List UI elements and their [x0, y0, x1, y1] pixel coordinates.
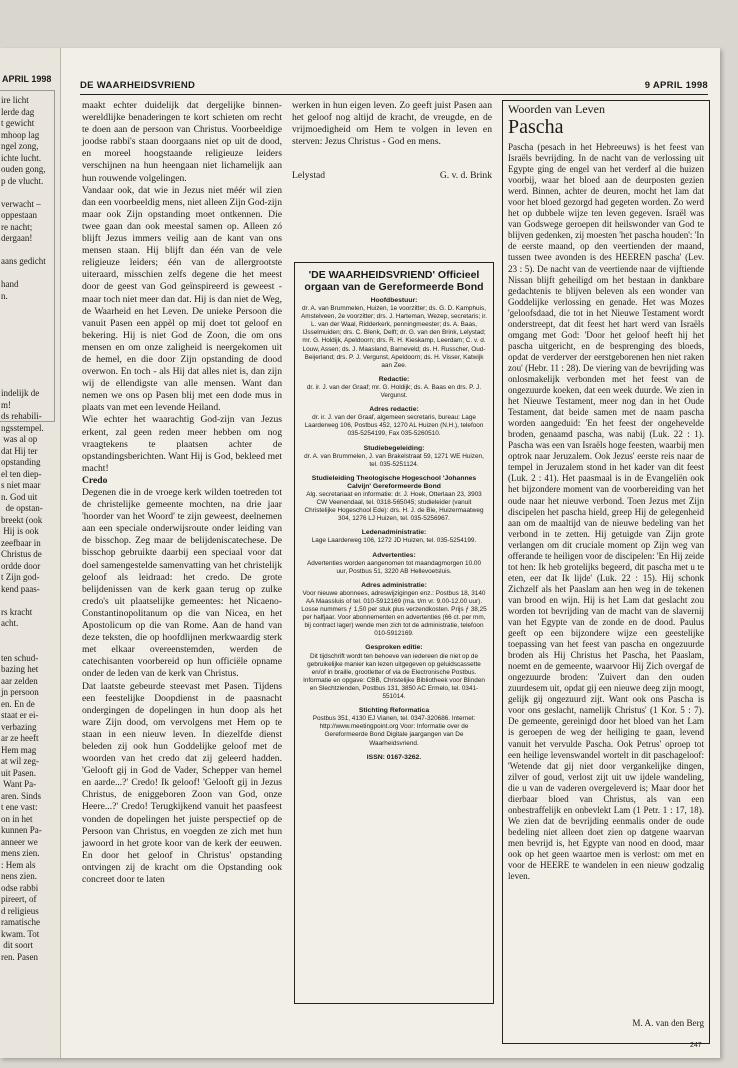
colophon-section-heading: Hoofdbestuur: [370, 297, 418, 304]
colophon-section-body: Dit tijdschrift wordt ten behoeve van iedereen die niet op de gebruikelijke manier kan lezen uitgegeven op geluidscassette en/of in braille, grootletter of via de Electronische Postbus. Informatie en opgave: CBB, Christelijke Bibliotheek voor Blinden en Slechtzienden, Postbus 131, 3850 AC Ermelo, tel. 0341-551014. [303, 652, 485, 701]
colophon-section [301, 582, 487, 639]
colophon-section-heading: Redactie: [378, 375, 410, 383]
colophon-section-body: Advertenties worden aangenomen tot maandagmorgen 10.00 uur, Postbus 51, 3220 AB Hellevoetsluis. [306, 559, 482, 575]
paragraph: Dat laatste gebeurde steevast met Pasen. Tijdens een feestelijke Doopdienst in de paasnacht ondergingen de dopelingen in hun doop als het ware Zijn dood, om vervolgens met Hem op te staan in een nieuw leven. In diezelfde dienst beleden zij ook hun Goddelijke geloof met de woorden van het credo dat zij geleerd hadden. 'Gelooft gij in God de Vader, Schepper van hemel en aarde...?' Credo! Ik geloof! 'Gelooft gij in Jezus Christus, de eniggeboren Zoon van God, onze Heere...?' Credo! Terugkijkend vanuit het paasfeest vonden de dopelingen het juiste perspectief op de Persoon van Christus, en voegden ze zich met hun jawoord in het grote koor van de kerk der eeuwen. En door het geloof in Christus' opstanding ontvingen zij de kracht om die Opstanding ook concreet door te laten [82, 680, 282, 885]
meditation-author: M. A. van den Berg [632, 1018, 704, 1028]
colophon-section-body: Postbus 351, 4130 EJ Vianen, tel. 0347-320686. Internet: http://www.meetingpoint.org Voor: Informatie over de Gereformeerde Bond Digitale jaargangen van De Waarheidsvriend. [312, 715, 476, 747]
previous-page-edge [0, 48, 61, 1058]
colophon-section-heading: Ledenadministratie: [361, 529, 427, 537]
signature-author: G. v. d. Brink [439, 170, 492, 181]
colophon-section-body: Voor nieuwe abonnees, adreswijzigingen enz.: Postbus 18, 3140 AA Maassluis of tel. 010-5912169 (ma. t/m vr. 9.00-12.00 uur). Losse nummers ƒ 1,50 per stuk plus verzendkosten. Prijs ƒ 38,25 per halfjaar. Voor abonnementen en advertenties (66 ct. per mm, bij contract lager) wende men zich tot de administratie, telefoon 010-5912169. [301, 589, 487, 638]
colophon-section-heading: Adres administratie: [361, 581, 427, 589]
signature-place: Lelystad [292, 170, 326, 181]
colophon-section-heading: Studieleiding Theologische Hogeschool 'Johannes Calvijn' Gereformeerde Bond [311, 474, 477, 490]
colophon-section-heading: ISSN: 0167-3262. [366, 753, 422, 761]
section-heading: Credo [82, 474, 108, 486]
publication-name: DE WAARHEIDSVRIEND [80, 80, 196, 91]
page-header [80, 78, 708, 95]
meditation-kicker: Woorden van Leven [508, 102, 605, 116]
colophon-section [301, 644, 487, 701]
previous-page-text: indelijk de m! ds rehabili- ngsstempel. was al op dat Hij ter opstanding el ten diep- s niet maar n. God uit de opstan- breekt (ook Hij is ook zeefbaar in Christus de ordde door t Zijn god- kend paas- rs kracht acht. ten schud- bazing het aar zelden jn persoon en. En de staat er ei- verbazing ar ze heeft Hem mag at wil zeg- uit Pasen. Want Pa- aren. Sinds t ene vast: on in het kunnen Pa- anneer we mens zien. : Hem als nens zien. odse rabbi pireert, of d religieus ramatische kwam. Tot dit soort ren. Pasen [1, 388, 44, 962]
colophon-section [301, 406, 487, 438]
colophon-section [301, 475, 487, 524]
colophon-section [301, 707, 487, 747]
colophon-section-body: Alg. secretariaat en informatie: dr. J. Hoek, Otterlaan 23, 3903 CW Veenendaal, tel. 0318-565045; studieleider (vanuit Christelijke Hogeschool Ede): drs. H. J. de Bie, Huizermaatweg 304, 1276 LJ Huizen, tel. 035-5256967. [304, 490, 484, 523]
paragraph: Wie echter het waarachtig God-zijn van Jezus erkent, zal geen reden meer hebben om nog vraagtekens te plaatsen achter de opstandingsberichten. Want Hij is God, bekleed met macht! [82, 414, 282, 474]
colophon-section [301, 552, 487, 576]
previous-page-poem: ire licht lerde dag t gewicht mhoop lag ngel zong, ichte lucht. ouden gong, p de vlucht. verwacht – oppestaan re nacht; dergaan! aans gedicht hand n. [1, 95, 46, 301]
colophon-section [301, 297, 487, 370]
colophon-section-body: dr. A. van Brummelen, J. van Brakelstraat 59, 1271 WE Huizen, tel. 035-5251124. [304, 452, 484, 468]
colophon-section-body: dr. ir. J. van der Graaf, algemeen secretaris, bureau: Lage Laarderweg 106, Postbus 452, 1270 AL Huizen (N.H.), telefoon 035-5254199, Fax 035-5260510. [304, 414, 484, 438]
colophon-section-heading: Gesproken editie: [365, 644, 423, 652]
colophon-section [301, 529, 487, 545]
previous-page-date: APRIL 1998 [2, 74, 52, 84]
paragraph: werken in hun eigen leven. Zo geeft juist Pasen aan het geloof nog altijd de kracht, de vreugde, en de vrijmoedigheid om Hem te volgen in leven en sterven: Jezus Christus - God en mens. [292, 100, 492, 148]
article-column-1 [82, 100, 282, 886]
colophon-section-heading: Adres redactie: [369, 406, 419, 414]
colophon-section [301, 376, 487, 400]
colophon-title: 'DE WAARHEIDSVRIEND' Officieel orgaan van de Gereformeerde Bond [304, 269, 484, 293]
paragraph: Vandaar ook, dat wie in Jezus niet méér wil zien dan een voorbeeldig mens, niet alleen Zijn God-zijn maar ook Zijn opstanding moet ontkennen. Die twee gaan dan ook meestal samen op. Alleen zó blijft Jezus immers veilig aan de kant van ons mensen staan. Hij blijft dan één van de vele religieuze leiders; één van de allergrootste uiteraard, misschien zelfs degene die het meest door de geest van God geïnspireerd is geweest - maar toch niet meer dan dat. Hij is dan niet de Weg, de Waarheid en het Leven. De unieke Persoon die vanuit Pasen een appèl op mij doet tot geloof en bekering. Hij is niet God de Zoon, die om ons mensen en om onze zaligheid is neergekomen uit de hemel, en die door Zijn opstanding de dood overwon. En toch - als Hij dat alles niet is, dan zijn wij de ellendigste van alle mensen. Want dan nemen we ons op Pasen blij met een dode mus in plaats van met een levende Heiland. [82, 184, 282, 414]
previous-page-poem-box [0, 90, 55, 422]
issue-date: 9 APRIL 1998 [644, 80, 708, 91]
meditation-body: Pascha (pesach in het Hebreeuws) is het feest van Israëls bevrijding. In de nacht van de verlossing uit Egypte ging de engel van het verderf al die huizen voorbij, waar het bloed aan de deurposten gezien werd. Binnen, achter de deuren, mocht het lam dat voor het bloed gezorgd had gegeten worden. Zo werd het op dubbele wijze ten leven gegeven. Israël was van Godswege geroepen dit heilswonder van God te blijven gedenken, zij moesten 'het pascha houden': 'In de eerste maand, op den veertienden der maand, tussen twee avonden is des HEEREN pascha' (Lev. 23 : 5). De nacht van de veertiende naar de vijftiende Nissan blijft geheiligd om het bestaan in dankbare gedachtenis te blijven beleven als een wonder van Goddelijke verlossing en genade. Het was Mozes 'geloofsdaad, die tot in het Nieuwe Testament wordt onderstreept, dat dit feest het hart werd van Israëls omgang met God: 'Door het geloof heeft hij het pascha uitgericht, en de besprenging des bloeds, opdat de verderver der eerstgeborenen hen niet raken zou' (Hebr. 11 : 28). De viering van de bevrijding was onlosmakelijk verbonden met het feest van de ongezuurde koeken, dat een week duurde. We zien in het Nieuwe Testament, meer nog dan in het Oude Testament, dat beide samen met de naam pascha worden aangeduid: 'En het feest der ongehevelde broden, genaamd pascha, was nabij (Luk. 22 : 1). Pascha was een van Israëls hoge feesten, waarbij men optrok naar Jeruzalem. Ook Jezus' eerste reis naar de tempel in Jeruzalem stond in het kader van dit feest (Luk. 2 : 41). Het paasmaal is in de Evangeliën ook het bijzondere moment van de voorbereiding van het oude naar het nieuwe verbond. Toen Jezus met Zijn discipelen het pascha hield, greep Hij de gelegenheid aan om de maaltijd van de nieuwe bedeling van het verbond in te zetten. Hij getuigde van Zijn grote verlangen om dit cruciale moment op Zijn weg van offerande te heiligen voor de discipelen: 'En Hij zeide tot hen: Ik heb grotelijks begeerd, dit pascha met u te eten, eer dat Ik lijde' (Luk. 22 : 15). Hij schonk Zichzelf als het Paaslam aan hen weg in de tekenen van brood en wijn. Hij is het Lam dat geslacht zou worden tot bevrijding van de macht van de slavernij van het Egypte van de zonde en de dood. Paulus geeft op een bijzondere wijze een geestelijke toepassing van het feest van pascha en ongezuurde broden als Hij Christus het Pascha, het Paaslam, noemt en de gemeente, waarvoor Hij Zich overgaf de ongezuurde broden: 'Zuivert dan den ouden zuurdesem uit, opdat gij een nieuwe deeg zijn moogt, gelijk gij ongezuurd zijt. Want ook ons Pascha is voor ons geslacht, namelijk Christus' (1 Kor. 5 : 7). De gemeente, gereinigd door het bloed van het Lam is geroepen de weg der heiliging te gaan, levend vanuit het vervulde Pascha. Ook Petrus' oproep tot een heilige levenswandel wortelt in dit paschageloof: 'Wetende dat gij niet door vergankelijke dingen, zilver of goud, verlost zijt uit uw ijdele wandeling, die u van de vaderen overgeleverd is; Maar door het dierbaar bloed van Christus, als van een onbestraffelijk en onbevlekt Lam (1 Petr. 1 : 17, 18). We zien dat de bevrijding eenmalis onder de oude bedeling niet alleen doet zien op datgene waarvan men bevrijd is, het Egypte van nood en dood, maar ook op het geen waartoe men is verlost: om met en voor de HEERE te wandelen in een nieuw godzalig leven. [508, 142, 704, 882]
colophon-section [301, 754, 487, 762]
meditation-title: Pascha [508, 116, 564, 138]
colophon-section-body: dr. ir. J. van der Graaf; mr. G. Holdijk; ds. A. Baas en drs. P. J. Vergunst. [306, 383, 482, 400]
article-column-2 [292, 100, 492, 148]
paragraph: maakt echter duidelijk dat dergelijke binnen-wereldlijke benaderingen te kort schieten om recht te doen aan de persoon van Christus. Voorbeeldige joodse rabbi's staan doorgaans niet op uit de dood, en moreel hoogstaande religieuze leiders verschijnen na hun heengaan niet lichamelijk aan hun rouwende volgelingen. [82, 100, 282, 184]
colophon-section-heading: Studiebegeleiding: [363, 444, 425, 452]
page-number: 247 [690, 1042, 702, 1049]
colophon-section-heading: Advertenties: [372, 551, 416, 559]
paragraph: Degenen die in de vroege kerk wilden toetreden tot de christelijke gemeente mochten, na drie jaar 'hoorder van het Woord' te zijn geweest, deelnemen aan een speciale onderwijsroute onder leiding van de bisschop. Zeg maar de belijdeniscatechese. De bisschop gebruikte daarbij een speciaal voor dat doel samengestelde samenvatting van het christelijk geloof als leidraad: het credo. De grote belijdenissen van de kerk gaan terug op zulke credo's uit plaatselijke gemeentes: het Nicaeno-Constantinopolitanum op die van Nicea, en het Apostolicum op die van Rome. Aan de hand van deze teksten, die op hoofdlijnen merkwaardig sterk met elkaar overeenstemden, werden de catechisanten voorbereid op hun officiële opname onder de leden van de kerk van Christus. [82, 487, 282, 680]
colophon-box [294, 262, 494, 1004]
colophon-section-body: dr. A. van Brummelen, Huizen, 1e voorzitter; ds. G. D. Kamphuis, Amstelveen, 2e voorzitter; drs. J. Harteman, Wezep, secretaris; ir. L. van der Waal, Ridderkerk, penningmeester; ds. A. Baas, IJsselmuiden; drs. C. Blenk, Delft; dr. G. van den Brink, Lelystad; mr. G. Holdijk, Apeldoorn; drs. R. H. Kieskamp, Leerdam; C. v. d. Louw, Assen; ds. J. Maasland, Barneveld; ds. H. Russcher, Oud-Beijerland; drs. P. J. Vergunst, Apeldoorn; ds. H. Visser, Katwijk aan Zee. [301, 305, 487, 369]
colophon-section-body: Lage Laarderweg 106, 1272 JD Huizen, tel. 035-5254199. [311, 537, 477, 545]
colophon-section [301, 445, 487, 469]
colophon-section-heading: Stichting Reformatica [358, 707, 430, 715]
colophon-sections [295, 297, 493, 762]
